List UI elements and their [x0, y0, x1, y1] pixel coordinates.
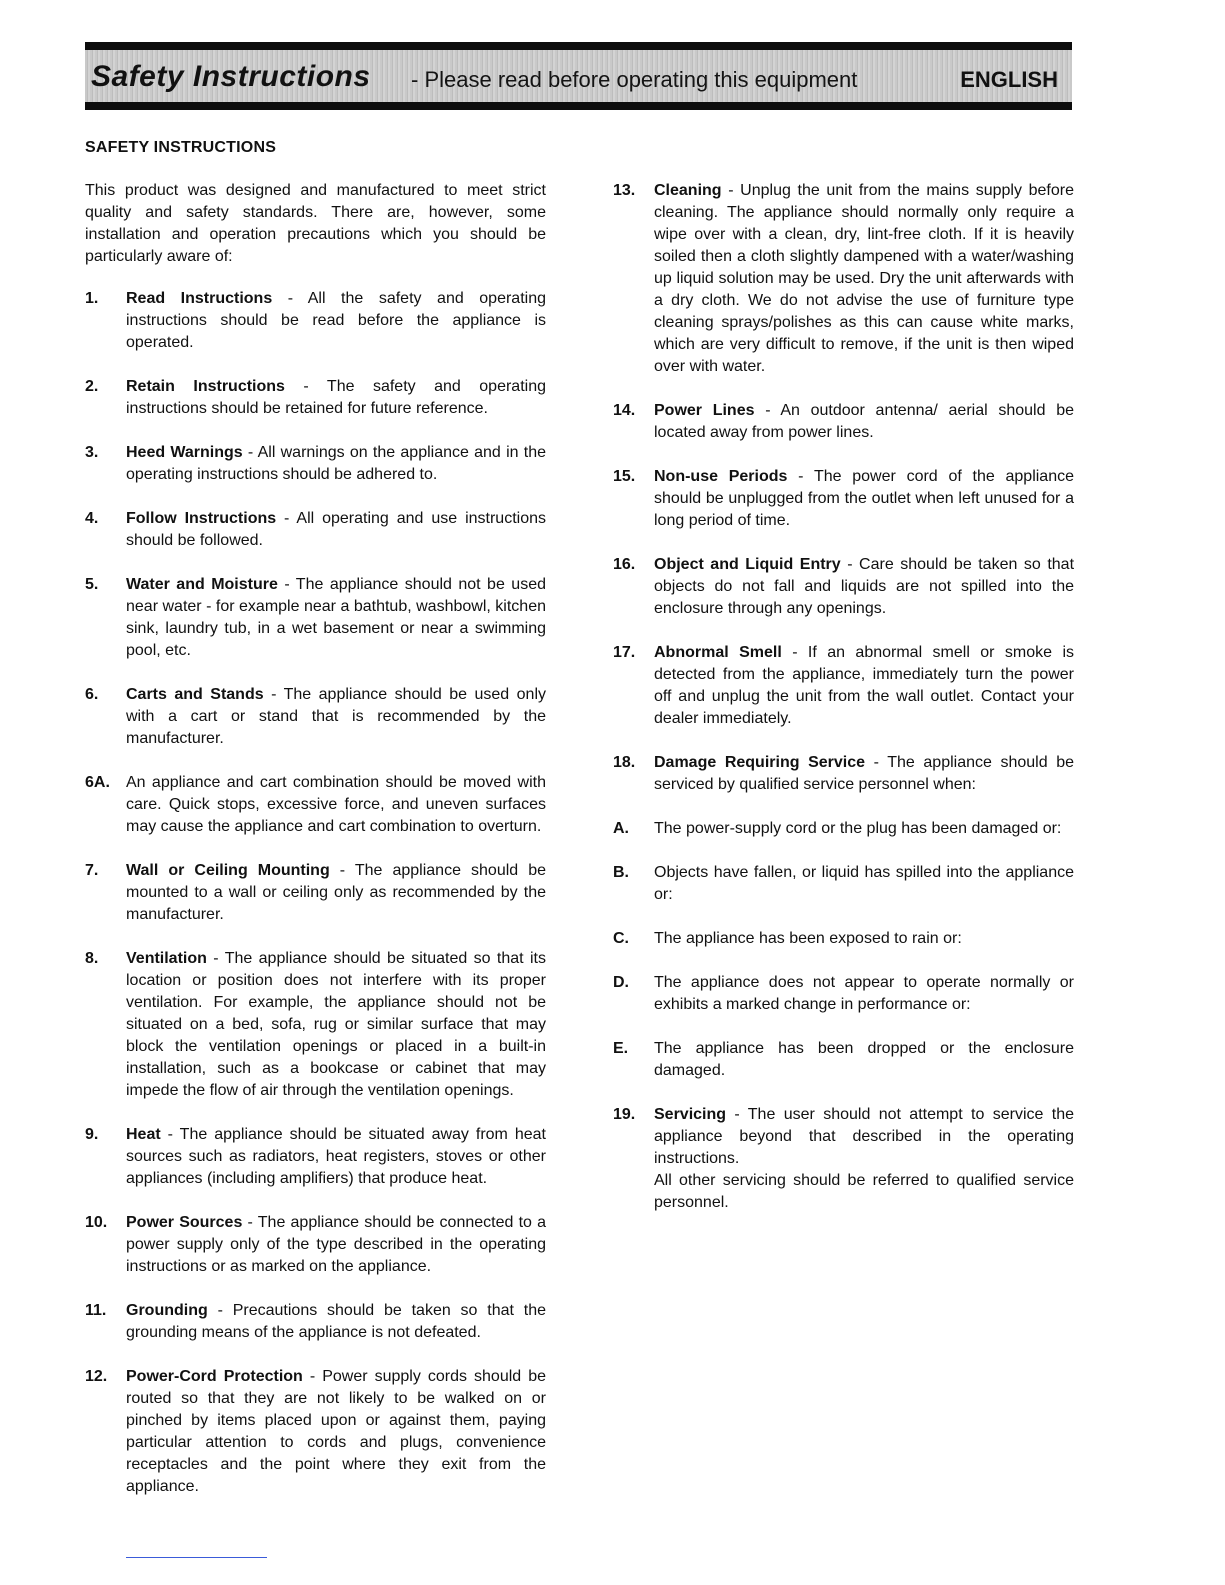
item-body — [654, 1038, 1074, 1082]
item-text: - Care should be taken so that objects do not fall and liquids are not spilled into the enclosure through any openings. — [654, 556, 1075, 617]
item-number: 16. — [613, 556, 636, 573]
instruction-item — [613, 466, 1074, 532]
item-number: 2. — [85, 378, 99, 395]
title-banner — [85, 42, 1072, 110]
item-body — [126, 860, 546, 926]
item-number: 6. — [85, 686, 99, 703]
instruction-item — [613, 818, 1074, 840]
item-body — [126, 288, 546, 354]
item-number: A. — [613, 820, 629, 837]
item-text: - The appliance should be connected to a power supply only of the type described in the operating instructions or as marked on the appliance. — [126, 1214, 546, 1275]
item-number: 17. — [613, 644, 636, 661]
item-body — [126, 1124, 546, 1190]
item-text: - The appliance should be situated away from heat sources such as radiators, heat registers, stoves or other appliances (including amplifiers) that produce heat. — [126, 1126, 546, 1187]
item-body — [654, 466, 1074, 532]
right-instruction-list — [613, 180, 1074, 1214]
item-term: Grounding — [126, 1302, 208, 1319]
item-body — [654, 1104, 1074, 1214]
item-text: The appliance has been exposed to rain or: — [654, 930, 962, 947]
item-body — [654, 752, 1074, 796]
instruction-item — [85, 508, 546, 552]
footer-rule — [126, 1557, 267, 1558]
item-body — [654, 180, 1074, 378]
item-text: - The user should not attempt to service the appliance beyond that described in the operating instructions. — [654, 1106, 1074, 1167]
item-body — [126, 376, 546, 420]
item-text: - The power cord of the appliance should be unplugged from the outlet when left unused for a long period of time. — [654, 468, 1075, 529]
item-term: Power-Cord Protection — [126, 1368, 303, 1385]
item-text: - All warnings on the appliance and in the operating instructions should be adhered to. — [126, 444, 546, 483]
instruction-item — [613, 400, 1074, 444]
instruction-item — [613, 972, 1074, 1016]
item-text: - The appliance should not be used near water - for example near a bathtub, washbowl, kitchen sink, laundry tub, in a wet basement or near a swimming pool, etc. — [126, 576, 546, 659]
instruction-item — [85, 1212, 546, 1278]
banner-title: Safety Instructions — [91, 60, 371, 93]
instruction-item — [613, 928, 1074, 950]
item-term: Cleaning — [654, 182, 722, 199]
item-body — [126, 772, 546, 838]
item-number: 11. — [85, 1302, 107, 1319]
instruction-item — [85, 1124, 546, 1190]
item-body — [126, 508, 546, 552]
item-body — [654, 642, 1074, 730]
item-number: 19. — [613, 1106, 636, 1123]
intro-paragraph: This product was designed and manufactured to meet strict quality and safety standards. There are, however, some installation and operation precautions which you should be particularly aware of: — [85, 182, 546, 265]
item-term: Heat — [126, 1126, 161, 1143]
instruction-item — [613, 1104, 1074, 1214]
item-term: Retain Instructions — [126, 378, 285, 395]
item-body — [654, 400, 1074, 444]
item-number: 12. — [85, 1368, 108, 1385]
item-term: Follow Instructions — [126, 510, 277, 527]
item-term: Abnormal Smell — [654, 644, 782, 661]
item-text: - The appliance should be situated so that its location or position does not interfere with its proper ventilation. For example, the appliance should not be situated on a bed, sofa, rug or similar surface that may block the ventilation openings or placed in a built-in installation, such as a bookcase or cabinet that may impede the flow of air through the ventilation openings. — [126, 950, 546, 1099]
item-number: 9. — [85, 1126, 99, 1143]
item-body — [654, 862, 1074, 906]
instruction-item — [613, 642, 1074, 730]
item-number: 13. — [613, 182, 636, 199]
item-number: 8. — [85, 950, 99, 967]
item-number: 7. — [85, 862, 99, 879]
instruction-item — [613, 554, 1074, 620]
item-number: C. — [613, 930, 629, 947]
right-column — [613, 180, 1074, 1236]
item-term: Heed Warnings — [126, 444, 243, 461]
item-number: 3. — [85, 444, 99, 461]
item-body — [654, 818, 1074, 840]
item-body — [126, 1300, 546, 1344]
item-number: 14. — [613, 402, 636, 419]
item-note: All other servicing should be referred to qualified service personnel. — [654, 1172, 1074, 1211]
instruction-item — [613, 862, 1074, 906]
item-body — [654, 928, 1074, 950]
item-text: The power-supply cord or the plug has been damaged or: — [654, 820, 1062, 837]
item-number: D. — [613, 974, 629, 991]
banner-subtitle: - Please read before operating this equipment — [411, 67, 858, 92]
instruction-item — [85, 376, 546, 420]
instruction-item — [85, 684, 546, 750]
item-term: Power Lines — [654, 402, 755, 419]
item-body — [126, 948, 546, 1102]
item-text: - Unplug the unit from the mains supply before cleaning. The appliance should normally only require a wipe over with a clean, dry, lint-free cloth. If it is heavily soiled then a cloth slightly dampened with a water/washing up liquid solution may be used. Dry the unit afterwards with a dry cloth. We do not advise the use of furniture type cleaning sprays/polishes as this can cause white marks, which are very difficult to remove, if the unit is then wiped over with water. — [654, 182, 1074, 375]
item-number: B. — [613, 864, 629, 881]
item-term: Wall or Ceiling Mounting — [126, 862, 330, 879]
item-number: 5. — [85, 576, 99, 593]
item-text: - The appliance should be mounted to a wall or ceiling only as recommended by the manufacturer. — [126, 862, 547, 923]
item-text: - An outdoor antenna/ aerial should be located away from power lines. — [654, 402, 1074, 441]
item-text: - The appliance should be serviced by qualified service personnel when: — [654, 754, 1075, 793]
item-body — [654, 972, 1074, 1016]
item-term: Ventilation — [126, 950, 207, 967]
section-heading: SAFETY INSTRUCTIONS — [85, 139, 277, 156]
item-term: Read Instructions — [126, 290, 273, 307]
instruction-item — [85, 772, 546, 838]
item-text: - The safety and operating instructions should be retained for future reference. — [126, 378, 547, 417]
instruction-item — [85, 288, 546, 354]
item-number: 15. — [613, 468, 636, 485]
instruction-item — [85, 1300, 546, 1344]
item-term: Object and Liquid Entry — [654, 556, 841, 573]
language-label: ENGLISH — [960, 67, 1058, 92]
instruction-item — [85, 860, 546, 926]
item-body — [126, 1366, 546, 1498]
item-body — [654, 554, 1074, 620]
instruction-item — [85, 948, 546, 1102]
item-text: - All operating and use instructions should be followed. — [126, 510, 546, 549]
item-text: The appliance has been dropped or the enclosure damaged. — [654, 1040, 1074, 1079]
item-body — [126, 442, 546, 486]
instruction-item — [613, 1038, 1074, 1082]
instruction-item — [85, 1366, 546, 1498]
item-body — [126, 1212, 546, 1278]
item-text: The appliance does not appear to operate normally or exhibits a marked change in performance or: — [654, 974, 1074, 1013]
item-text: - The appliance should be used only with a cart or stand that is recommended by the manufacturer. — [126, 686, 547, 747]
item-term: Damage Requiring Service — [654, 754, 866, 771]
instruction-item — [613, 180, 1074, 378]
instruction-item — [85, 574, 546, 662]
item-number: E. — [613, 1040, 629, 1057]
item-text: - Precautions should be taken so that the grounding means of the appliance is not defeated. — [126, 1302, 546, 1341]
left-instruction-list — [85, 288, 546, 1498]
instruction-item — [613, 752, 1074, 796]
item-term: Power Sources — [126, 1214, 243, 1231]
item-text: An appliance and cart combination should be moved with care. Quick stops, excessive force, and uneven surfaces may cause the appliance and cart combination to overturn. — [126, 774, 546, 835]
item-number: 18. — [613, 754, 636, 771]
item-text: - If an abnormal smell or smoke is detected from the appliance, immediately turn the power off and unplug the unit from the wall outlet. Contact your dealer immediately. — [654, 644, 1074, 727]
item-body — [126, 684, 546, 750]
item-term: Servicing — [654, 1106, 727, 1123]
item-number: 4. — [85, 510, 99, 527]
item-term: Carts and Stands — [126, 686, 264, 703]
item-number: 10. — [85, 1214, 108, 1231]
item-text: - All the safety and operating instructions should be read before the appliance is operated. — [126, 290, 546, 351]
item-term: Non-use Periods — [654, 468, 788, 485]
item-body — [126, 574, 546, 662]
left-column — [85, 180, 546, 1520]
item-term: Water and Moisture — [126, 576, 278, 593]
item-text: - Power supply cords should be routed so that they are not likely to be walked on or pinched by items placed upon or against them, paying particular attention to cords and plugs, convenience receptacles and the point where they exit from the appliance. — [126, 1368, 547, 1495]
instruction-item — [85, 442, 546, 486]
item-number: 6A. — [85, 774, 110, 791]
item-text: Objects have fallen, or liquid has spilled into the appliance or: — [654, 864, 1074, 903]
item-number: 1. — [85, 290, 99, 307]
